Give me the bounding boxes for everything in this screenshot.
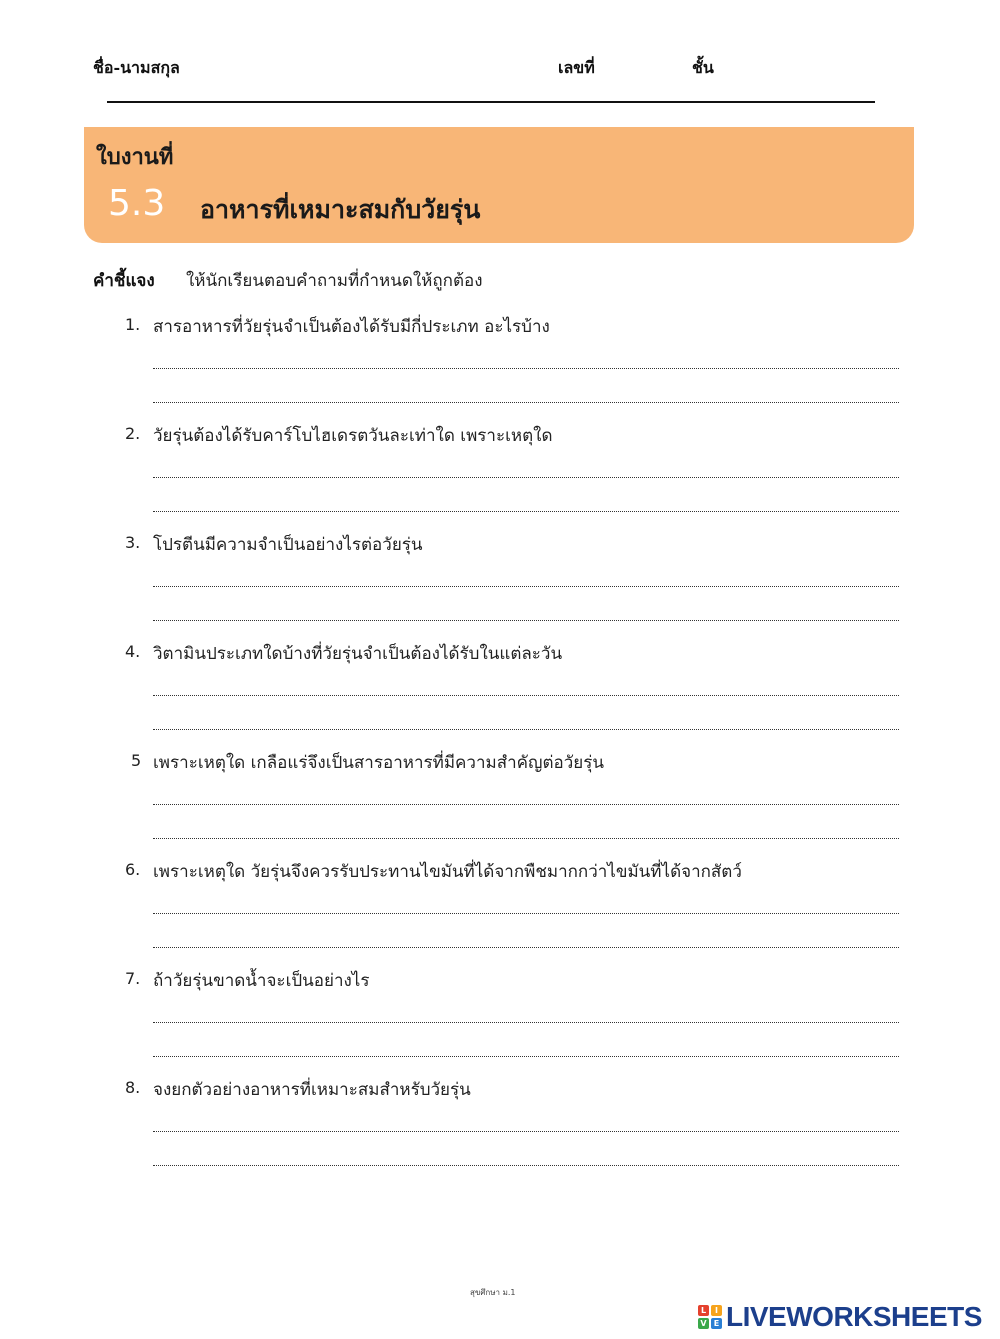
instructions-text: ให้นักเรียนตอบคำถามที่กำหนดให้ถูกต้อง — [186, 271, 483, 291]
logo-block: L — [698, 1305, 709, 1316]
answer-line[interactable] — [153, 913, 899, 914]
answer-line[interactable] — [153, 695, 899, 696]
answer-line[interactable] — [153, 620, 899, 621]
answer-line[interactable] — [153, 586, 899, 587]
class-label: ชั้น — [692, 58, 714, 77]
answer-line[interactable] — [153, 1165, 899, 1166]
question-number: 5 — [131, 751, 142, 770]
title-banner — [84, 127, 914, 243]
question-text: โปรตีนมีความจำเป็นอย่างไรต่อวัยรุ่น — [153, 535, 423, 555]
answer-line[interactable] — [153, 947, 899, 948]
worksheet-label: ใบงานที่ — [96, 145, 174, 170]
answer-line[interactable] — [153, 1056, 899, 1057]
question-text: วัยรุ่นต้องได้รับคาร์โบไฮเดรตวันละเท่าใด เพราะเหตุใด — [153, 426, 553, 446]
logo-block: V — [698, 1318, 709, 1329]
question-text: วิตามินประเภทใดบ้างที่วัยรุ่นจำเป็นต้องได้รับในแต่ละวัน — [153, 644, 563, 664]
header-underline — [107, 101, 875, 103]
answer-line[interactable] — [153, 511, 899, 512]
question-number: 2. — [125, 424, 141, 443]
answer-line[interactable] — [153, 729, 899, 730]
answer-line[interactable] — [153, 838, 899, 839]
question-text: ถ้าวัยรุ่นขาดน้ำจะเป็นอย่างไร — [153, 971, 370, 991]
answer-line[interactable] — [153, 477, 899, 478]
question-text: สารอาหารที่วัยรุ่นจำเป็นต้องได้รับมีกี่ประเภท อะไรบ้าง — [153, 317, 550, 337]
logo-blocks-icon — [698, 1305, 722, 1329]
worksheet-number: 5.3 — [108, 183, 166, 224]
question-text: จงยกตัวอย่างอาหารที่เหมาะสมสำหรับวัยรุ่น — [153, 1080, 471, 1100]
question-text: เพราะเหตุใด วัยรุ่นจึงควรรับประทานไขมันที่ได้จากพืชมากกว่าไขมันที่ได้จากสัตว์ — [153, 862, 742, 882]
liveworksheets-logo[interactable] — [698, 1300, 982, 1334]
number-label: เลขที่ — [558, 58, 595, 77]
answer-line[interactable] — [153, 1022, 899, 1023]
question-number: 4. — [125, 642, 141, 661]
question-number: 6. — [125, 860, 141, 879]
answer-line[interactable] — [153, 402, 899, 403]
answer-line[interactable] — [153, 804, 899, 805]
page-footer: สุขศึกษา ม.1 — [470, 1288, 516, 1297]
question-number: 3. — [125, 533, 141, 552]
question-text: เพราะเหตุใด เกลือแร่จึงเป็นสารอาหารที่มีความสำคัญต่อวัยรุ่น — [153, 753, 604, 773]
brand-text: LIVEWORKSHEETS — [726, 1301, 982, 1332]
question-number: 8. — [125, 1078, 141, 1097]
instructions-label: คำชี้แจง — [93, 271, 155, 291]
name-label: ชื่อ-นามสกุล — [93, 58, 180, 77]
logo-block: I — [711, 1305, 722, 1316]
logo-block: E — [711, 1318, 722, 1329]
answer-line[interactable] — [153, 1131, 899, 1132]
worksheet-title: อาหารที่เหมาะสมกับวัยรุ่น — [200, 195, 481, 224]
question-number: 7. — [125, 969, 141, 988]
question-number: 1. — [125, 315, 141, 334]
answer-line[interactable] — [153, 368, 899, 369]
